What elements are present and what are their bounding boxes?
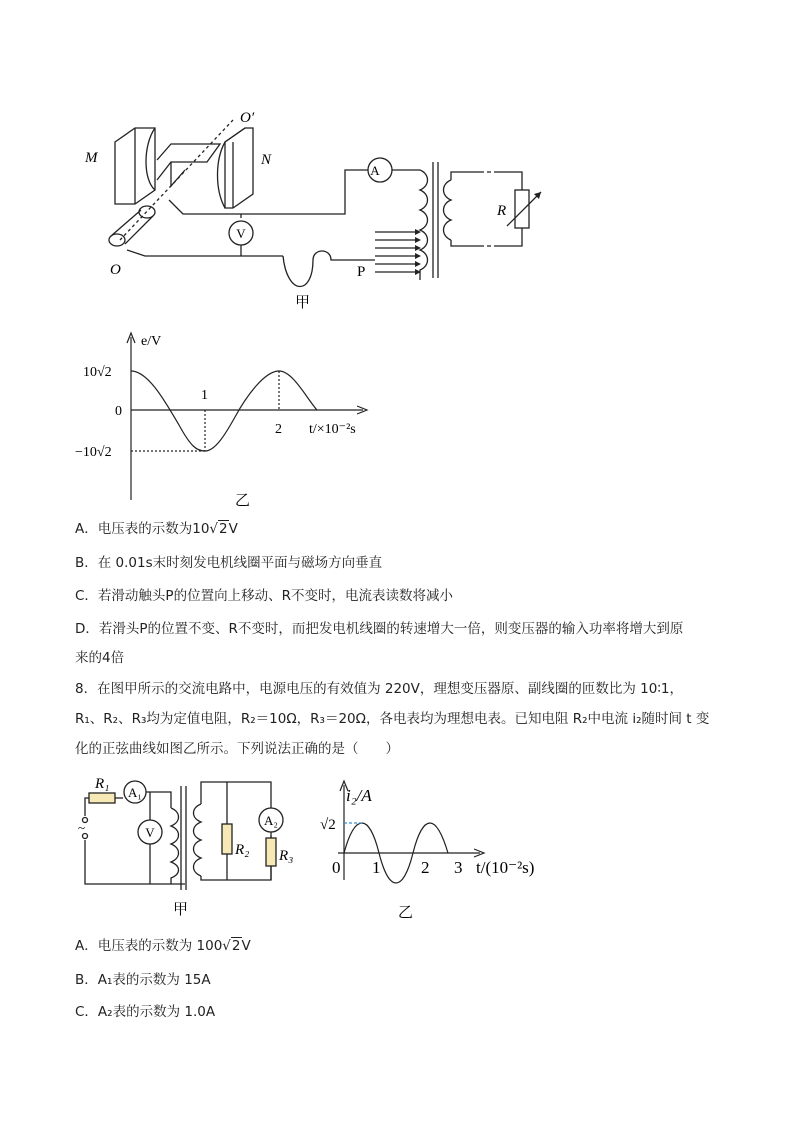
label-source: ~ [78, 820, 86, 835]
figure8-jia-diagram [75, 768, 315, 918]
q8-stem-line3: 化的正弦曲线如图乙所示。下列说法正确的是（ ） [75, 741, 399, 757]
q8-option-B: B．A₁表的示数为 15A [75, 972, 211, 988]
label-A2: A₂ [264, 813, 278, 828]
q8-option-C: C．A₂表的示数为 1.0A [75, 1004, 216, 1020]
secondary-coil [444, 180, 452, 240]
label-O: O [110, 262, 121, 278]
label-V2: V [145, 825, 155, 840]
figure7-yi-chart [75, 325, 395, 510]
x0: 0 [332, 858, 341, 877]
label-Oprime: O′ [240, 110, 255, 126]
q8-stem-line2: R₁、R₂、R₃均为定值电阻，R₂＝10Ω，R₃＝20Ω，各电表均为理想电表。已知电阻 R₂中电流 i₂随时间 t 变 [75, 711, 710, 727]
q8-stem-line1: 8．在图甲所示的交流电路中，电源电压的有效值为 220V，理想变压器原、副线圈的匝数比为 10∶1， [75, 681, 683, 697]
label-R: R [497, 203, 507, 219]
q7-option-B: B．在 0.01s末时刻发电机线圈平面与磁场方向垂直 [75, 555, 383, 571]
q8-option-A: A．电压表的示数为 100√2V [75, 938, 251, 954]
ylabel-8: i₂/A [346, 786, 372, 805]
coil [157, 144, 220, 180]
caption-yi: 乙 [235, 493, 251, 509]
label-R1: R₁ [95, 776, 110, 792]
label-V: V [236, 226, 246, 241]
rheostat-R [515, 190, 529, 228]
ytick-bottom: −10√2 [75, 445, 112, 460]
ytick-zero: 0 [115, 404, 122, 419]
figure8-yi-chart [318, 775, 548, 920]
ytick-sqrt2: √2 [320, 817, 336, 833]
xtick-2: 2 [275, 422, 282, 437]
xlabel: t/×10⁻²s [309, 422, 356, 437]
xlabel-8: t/(10⁻²s) [476, 858, 535, 877]
label-N: N [261, 152, 272, 168]
x3: 3 [454, 858, 463, 877]
q7-option-C: C．若滑动触头P的位置向上移动、R不变时，电流表读数将减小 [75, 588, 453, 604]
label-A1: A₁ [128, 785, 142, 800]
x1: 1 [372, 858, 381, 877]
primary-coil [420, 170, 428, 280]
figure7-jia-diagram [75, 100, 555, 315]
label-A: A [370, 163, 380, 178]
q7-option-D-line1: D．若滑头P的位置不变、R不变时，而把发电机线圈的转速增大一倍，则变压器的输入功率将增大到原 [75, 621, 684, 637]
label-M: M [85, 150, 98, 166]
label-R2: R₂ [235, 842, 250, 858]
ylabel: e/V [141, 334, 162, 349]
caption-jia-8: 甲 [173, 902, 189, 918]
q7-option-A: A．电压表的示数为10√2V [75, 521, 238, 537]
xtick-1: 1 [201, 388, 208, 403]
label-R3: R₃ [279, 848, 294, 864]
resistor-R3 [266, 838, 276, 866]
caption-jia: 甲 [295, 295, 311, 311]
label-P: P [357, 264, 366, 280]
caption-yi-8: 乙 [398, 905, 414, 920]
q7-option-D-line2: 来的4倍 [75, 650, 125, 666]
magnet-N [225, 128, 253, 208]
resistor-R1 [89, 793, 115, 803]
x2: 2 [421, 858, 430, 877]
sine-curve [131, 371, 317, 451]
ytick-top: 10√2 [83, 365, 112, 380]
tap-arrows [375, 232, 415, 272]
resistor-R2 [222, 824, 232, 854]
